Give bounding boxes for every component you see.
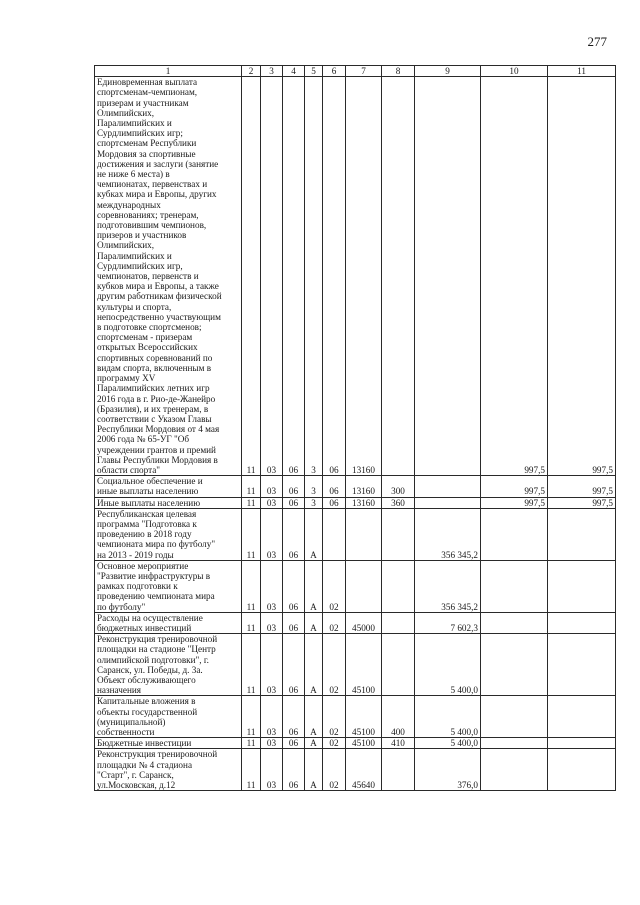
budget-table — [94, 65, 616, 791]
cell-col4: 06 — [283, 497, 305, 508]
cell-col3: 03 — [261, 560, 283, 612]
cell-col9: 356 345,2 — [415, 560, 481, 612]
header-row — [95, 66, 616, 77]
cell-col6: 02 — [323, 560, 346, 612]
cell-col9: 5 400,0 — [415, 634, 481, 696]
cell-col7: 45640 — [346, 749, 382, 791]
cell-col8 — [382, 77, 415, 476]
cell-col6: 06 — [323, 476, 346, 497]
table-row — [95, 476, 616, 497]
cell-col5: А — [305, 634, 323, 696]
cell-col5: А — [305, 696, 323, 738]
cell-col2: 11 — [242, 560, 261, 612]
row-description — [95, 77, 242, 476]
row-description — [95, 612, 242, 633]
cell-col9: 356 345,2 — [415, 508, 481, 560]
cell-col6: 02 — [323, 738, 346, 749]
table-row — [95, 612, 616, 633]
cell-col6: 06 — [323, 497, 346, 508]
row-description-text: Иные выплаты населению — [97, 497, 201, 508]
cell-col2: 11 — [242, 749, 261, 791]
cell-col4: 06 — [283, 634, 305, 696]
cell-col2: 11 — [242, 77, 261, 476]
cell-col9: 7 602,3 — [415, 612, 481, 633]
cell-col8: 360 — [382, 497, 415, 508]
cell-col7: 45000 — [346, 612, 382, 633]
cell-col4: 06 — [283, 77, 305, 476]
cell-col4: 06 — [283, 738, 305, 749]
table-row — [95, 508, 616, 560]
row-description-text: Единовременная выплата спортсменам-чемпионам, призерам и участникам Олимпийских, Паралимпийских и Сурдлимпийских игр; спортсменам Республики Мордовия за спортивные достижения и заслуги (занятие не ниже 6 места) в чемпионатах, первенствах и кубках мира и Европы, других международных соревнованиях; тренерам, подготовившим чемпионов, призеров и участников Олимпийских, Паралимпийских и Сурдлимпийских игр, чемпионатов, первенств и кубков мира и Европы, а также другим работникам физической культуры и спорта, непосредственно участвующим в подготовке спортсменов; спортсменам - призерам открытых Всероссийских спортивных соревнований по видам спорта, включенным в программу XV Паралимпийских летних игр 2016 года в г. Рио-де-Жанейро (Бразилия), и их тренерам, в соответствии с Указом Главы Республики Мордовия от 4 мая 2006 года № 65-УГ "Об учреждении грантов и премий Главы Республики Мордовия в области спорта" — [97, 77, 222, 475]
cell-col8 — [382, 634, 415, 696]
cell-col5: А — [305, 749, 323, 791]
cell-col3: 03 — [261, 634, 283, 696]
cell-col6: 02 — [323, 634, 346, 696]
cell-col10 — [481, 634, 548, 696]
cell-col8 — [382, 612, 415, 633]
header-cell: 9 — [415, 66, 481, 77]
header-cell: 5 — [305, 66, 323, 77]
cell-col8 — [382, 560, 415, 612]
cell-col10: 997,5 — [481, 77, 548, 476]
cell-col5: А — [305, 612, 323, 633]
cell-col4: 06 — [283, 560, 305, 612]
table-row — [95, 738, 616, 749]
row-description-text: Бюджетные инвестиции — [97, 738, 192, 749]
cell-col6: 02 — [323, 749, 346, 791]
cell-col2: 11 — [242, 738, 261, 749]
cell-col8 — [382, 508, 415, 560]
cell-col5: А — [305, 508, 323, 560]
table-row — [95, 77, 616, 476]
cell-col3: 03 — [261, 696, 283, 738]
cell-col7: 45100 — [346, 738, 382, 749]
cell-col6: 06 — [323, 77, 346, 476]
cell-col11 — [548, 634, 616, 696]
table-row — [95, 560, 616, 612]
row-description-text: Расходы на осуществление бюджетных инвестиций — [97, 612, 203, 633]
cell-col10 — [481, 749, 548, 791]
cell-col10 — [481, 738, 548, 749]
cell-col2: 11 — [242, 634, 261, 696]
cell-col10 — [481, 560, 548, 612]
cell-col9: 5 400,0 — [415, 738, 481, 749]
cell-col5: 3 — [305, 497, 323, 508]
cell-col7: 13160 — [346, 77, 382, 476]
cell-col10 — [481, 696, 548, 738]
header-cell: 3 — [261, 66, 283, 77]
table-row — [95, 497, 616, 508]
cell-col7: 13160 — [346, 497, 382, 508]
cell-col4: 06 — [283, 749, 305, 791]
cell-col11: 997,5 — [548, 497, 616, 508]
cell-col5: 3 — [305, 476, 323, 497]
row-description — [95, 696, 242, 738]
cell-col11 — [548, 738, 616, 749]
cell-col9: 376,0 — [415, 749, 481, 791]
row-description-text: Республиканская целевая программа "Подготовка к проведению в 2018 году чемпионата мира по футболу" на 2013 - 2019 годы — [97, 508, 216, 560]
page-number: 277 — [587, 34, 607, 49]
cell-col9 — [415, 77, 481, 476]
header-cell: 8 — [382, 66, 415, 77]
header-cell: 10 — [481, 66, 548, 77]
row-description-text: Реконструкция тренировочной площадки № 4 стадиона "Старт", г. Саранск, ул.Московская, д.12 — [97, 749, 218, 791]
cell-col11 — [548, 612, 616, 633]
cell-col8: 410 — [382, 738, 415, 749]
cell-col3: 03 — [261, 508, 283, 560]
row-description-text: Основное мероприятие "Развитие инфраструктуры в рамках подготовки к проведению чемпионата мира по футболу" — [97, 560, 215, 612]
cell-col3: 03 — [261, 749, 283, 791]
cell-col6: 02 — [323, 696, 346, 738]
cell-col8: 400 — [382, 696, 415, 738]
cell-col3: 03 — [261, 738, 283, 749]
row-description — [95, 560, 242, 612]
cell-col3: 03 — [261, 476, 283, 497]
cell-col11 — [548, 508, 616, 560]
table-row — [95, 634, 616, 696]
header-cell: 6 — [323, 66, 346, 77]
row-description-text: Капитальные вложения в объекты государственной (муниципальной) собственности — [97, 696, 198, 737]
row-description-text: Социальное обеспечение и иные выплаты населению — [97, 476, 203, 497]
cell-col4: 06 — [283, 612, 305, 633]
cell-col4: 06 — [283, 696, 305, 738]
table-row — [95, 749, 616, 791]
cell-col7: 13160 — [346, 476, 382, 497]
header-cell: 4 — [283, 66, 305, 77]
cell-col11: 997,5 — [548, 476, 616, 497]
cell-col3: 03 — [261, 497, 283, 508]
cell-col3: 03 — [261, 77, 283, 476]
row-description — [95, 497, 242, 508]
cell-col11 — [548, 560, 616, 612]
header-cell: 7 — [346, 66, 382, 77]
cell-col7: 45100 — [346, 696, 382, 738]
cell-col8 — [382, 749, 415, 791]
cell-col10: 997,5 — [481, 497, 548, 508]
cell-col11: 997,5 — [548, 77, 616, 476]
cell-col7 — [346, 560, 382, 612]
cell-col4: 06 — [283, 508, 305, 560]
cell-col9 — [415, 497, 481, 508]
cell-col6 — [323, 508, 346, 560]
header-cell: 1 — [95, 66, 242, 77]
cell-col7 — [346, 508, 382, 560]
header-cell: 11 — [548, 66, 616, 77]
row-description — [95, 749, 242, 791]
cell-col7: 45100 — [346, 634, 382, 696]
cell-col5: А — [305, 738, 323, 749]
cell-col8: 300 — [382, 476, 415, 497]
cell-col11 — [548, 749, 616, 791]
cell-col2: 11 — [242, 612, 261, 633]
cell-col10 — [481, 612, 548, 633]
cell-col10: 997,5 — [481, 476, 548, 497]
table-row — [95, 696, 616, 738]
cell-col9: 5 400,0 — [415, 696, 481, 738]
cell-col9 — [415, 476, 481, 497]
cell-col5: 3 — [305, 77, 323, 476]
row-description — [95, 634, 242, 696]
cell-col2: 11 — [242, 476, 261, 497]
cell-col2: 11 — [242, 696, 261, 738]
row-description — [95, 508, 242, 560]
header-cell: 2 — [242, 66, 261, 77]
cell-col11 — [548, 696, 616, 738]
cell-col4: 06 — [283, 476, 305, 497]
cell-col2: 11 — [242, 508, 261, 560]
cell-col6: 02 — [323, 612, 346, 633]
cell-col2: 11 — [242, 497, 261, 508]
cell-col3: 03 — [261, 612, 283, 633]
row-description — [95, 476, 242, 497]
cell-col10 — [481, 508, 548, 560]
row-description — [95, 738, 242, 749]
row-description-text: Реконструкция тренировочной площадки на стадионе "Центр олимпийской подготовки", г. Саранск, ул. Победы, д. 3а. Объект обслуживающего назначения — [97, 634, 218, 696]
cell-col5: А — [305, 560, 323, 612]
